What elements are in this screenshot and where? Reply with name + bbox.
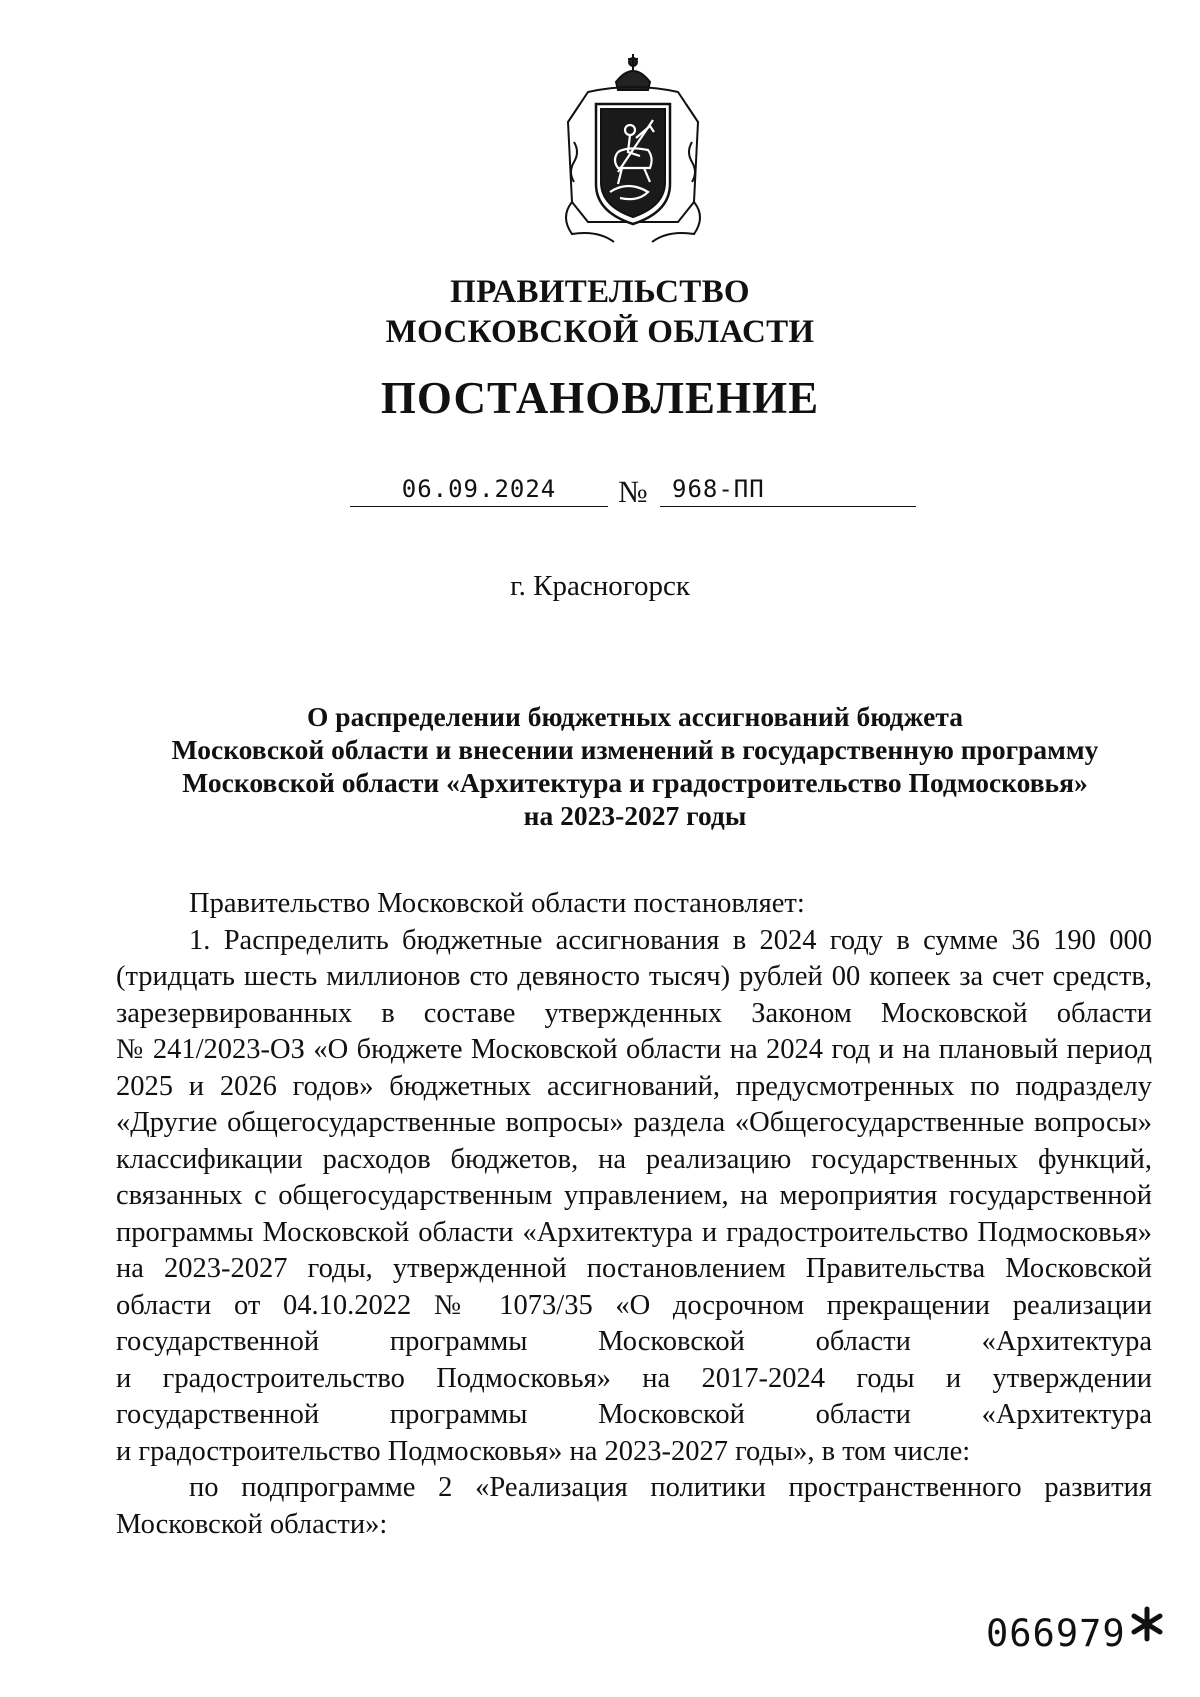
org-name-line-2: МОСКОВСКОЙ ОБЛАСТИ: [385, 314, 815, 350]
document-date: 06.09.2024: [401, 475, 557, 503]
org-name-line-1: ПРАВИТЕЛЬСТВО: [450, 274, 750, 310]
body-line: зарезервированных в составе утвержденных Законом Московской области: [116, 997, 1152, 1029]
item-1-paragraph: [116, 923, 1152, 1471]
coat-of-arms-emblem: [558, 52, 708, 248]
body-line: и градостроительство Подмосковья» на 2017-2024 годы и утверждении: [116, 1362, 1152, 1394]
body-line: связанных с общегосударственным управлением, на мероприятия государственной: [116, 1180, 1152, 1211]
title-line: О распределении бюджетных ассигнований бюджета: [307, 701, 963, 732]
city-location: г. Красногорск: [510, 570, 690, 602]
title-line: Московской области и внесении изменений в государственную программу: [171, 734, 1099, 765]
title-line: на 2023-2027 годы: [523, 800, 747, 831]
body-line: 2025 и 2026 годов» бюджетных ассигнований, предусмотренных по подразделу: [116, 1070, 1152, 1102]
document-number: 968-ПП: [672, 475, 765, 503]
body-line: 1. Распределить бюджетные ассигнования в 2024 году в сумме 36 190 000: [189, 924, 1152, 956]
body-line: (тридцать шесть миллионов сто девяносто тысяч) рублей 00 копеек за счет средств,: [116, 961, 1152, 992]
body-line: по подпрограмме 2 «Реализация политики пространственного развития: [189, 1472, 1152, 1503]
subprogram-paragraph: [116, 1470, 1152, 1543]
body-line: государственной программы Московской области «Архитектура: [116, 1399, 1152, 1430]
title-line: Московской области «Архитектура и градостроительство Подмосковья»: [182, 767, 1088, 798]
body-line: области от 04.10.2022 № 1073/35 «О досрочном прекращении реализации: [116, 1289, 1152, 1321]
body-line: Московской области»:: [116, 1508, 388, 1540]
document-type-heading: ПОСТАНОВЛЕНИЕ: [380, 373, 820, 423]
body-line: «Другие общегосударственные вопросы» раздела «Общегосударственные вопросы»: [116, 1107, 1152, 1138]
intro-paragraph: Правительство Московской области постановляет:: [189, 888, 805, 919]
serial-number: 066979: [986, 1612, 1126, 1655]
document-body: [116, 886, 1152, 1543]
document-title: [115, 700, 1155, 832]
number-underline: [660, 506, 916, 507]
body-line: программы Московской области «Архитектура и градостроительство Подмосковья»: [116, 1216, 1152, 1248]
body-line: и градостроительство Подмосковья» на 2023-2027 годы», в том числе:: [116, 1435, 971, 1467]
date-underline: [350, 506, 608, 507]
asterisk-icon: [1127, 1604, 1167, 1644]
body-line: государственной программы Московской области «Архитектура: [116, 1326, 1152, 1357]
body-line: классификации расходов бюджетов, на реализацию государственных функций,: [116, 1143, 1152, 1175]
body-line: № 241/2023-ОЗ «О бюджете Московской области на 2024 год и на плановый период: [116, 1034, 1152, 1065]
body-line: на 2023-2027 годы, утвержденной постановлением Правительства Московской: [116, 1253, 1152, 1284]
number-sign: №: [618, 474, 648, 509]
